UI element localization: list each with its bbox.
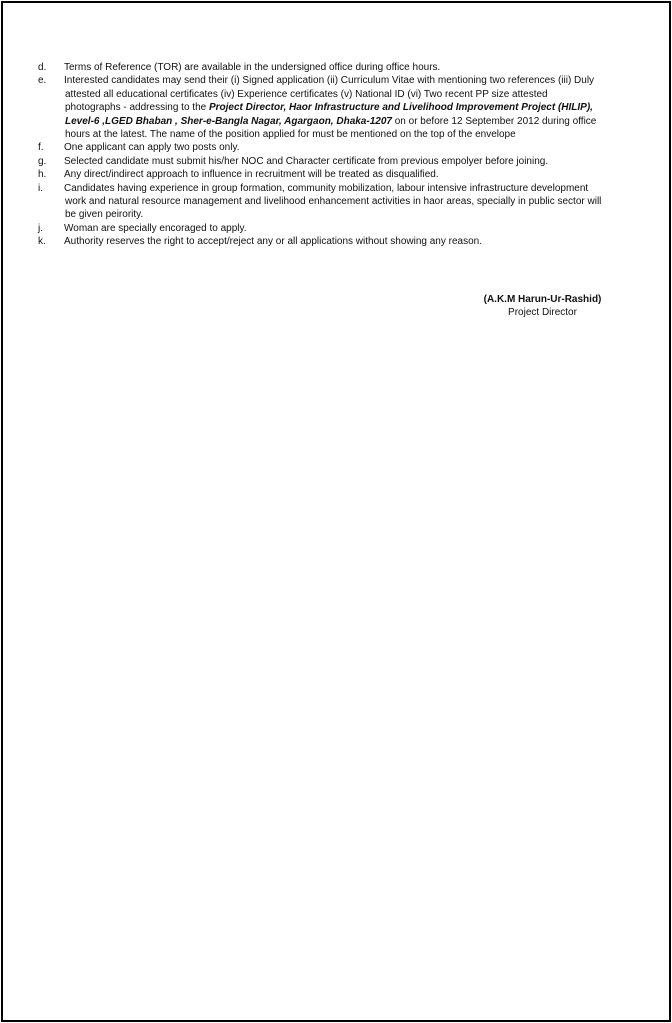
list-marker: h. [38, 169, 47, 181]
text-line: Terms of Reference (TOR) are available in the undersigned office during office hours. [64, 62, 441, 73]
text-line: Interested candidates may send their (i) Signed application (ii) Curriculum Vitae with mentioning two references (iii) Duly [64, 75, 595, 87]
text-line: Woman are specially encoraged to apply. [64, 222, 247, 234]
text-line: Any direct/indirect approach to influence in recruitment will be treated as disqualified. [64, 169, 439, 181]
list-item-i [38, 182, 638, 222]
list-item-d [38, 61, 638, 74]
list-marker: e. [38, 75, 47, 87]
signatory-name: (A.K.M Harun-Ur-Rashid) [483, 294, 602, 305]
list-item-text [64, 155, 638, 168]
list-item-text [64, 61, 638, 74]
list-marker: i. [38, 182, 43, 194]
list-marker: k. [38, 236, 46, 248]
text-line: work and natural resource management and livelihood enhancement activities in haor areas, specially in public sector will [65, 196, 602, 208]
list-marker: j. [38, 222, 43, 234]
address-lead-text: photographs - addressing to the [65, 102, 209, 114]
deadline-text: on or before 12 September 2012 during office [391, 115, 597, 127]
list-item-text [64, 222, 638, 235]
list-item-text [64, 141, 638, 154]
list-marker: d. [38, 62, 47, 73]
list-item-text [64, 168, 638, 181]
signatory-title: Project Director [508, 307, 577, 318]
list-item-h [38, 168, 638, 181]
list-item-k [38, 235, 638, 248]
text-line: hours at the latest. The name of the position applied for must be mentioned on the top of the envelope [65, 129, 516, 141]
text-line: be given peirority. [65, 209, 144, 221]
list-item-text [64, 74, 638, 141]
text-line: Candidates having experience in group formation, community mobilization, labour intensive infrastructure development [64, 182, 589, 194]
address-location: Level-6 ,LGED Bhaban , Sher-e-Bangla Nagar, Agargaon, Dhaka-1207 [65, 115, 392, 127]
terms-list [38, 61, 638, 249]
text-line: Selected candidate must submit his/her NOC and Character certificate from previous empolyer before joining. [64, 155, 549, 167]
text-line [64, 101, 638, 114]
text-line: Authority reserves the right to accept/reject any or all applications without showing any reason. [64, 236, 482, 248]
text-line: attested all educational certificates (iv) Experience certificates (v) National ID (vi) Two recent PP size attested [65, 88, 548, 100]
list-item-f [38, 141, 638, 154]
address-project-name: Project Director, Haor Infrastructure and Livelihood Improvement Project (HILIP), [208, 102, 593, 114]
signature-block [470, 293, 615, 319]
list-item-text [64, 182, 638, 222]
list-marker: g. [38, 155, 47, 167]
list-marker: f. [38, 142, 44, 154]
list-item-e [38, 74, 638, 141]
list-item-text [64, 235, 638, 248]
text-line [64, 115, 638, 128]
list-item-j [38, 222, 638, 235]
list-item-g [38, 155, 638, 168]
text-line: One applicant can apply two posts only. [64, 142, 240, 154]
